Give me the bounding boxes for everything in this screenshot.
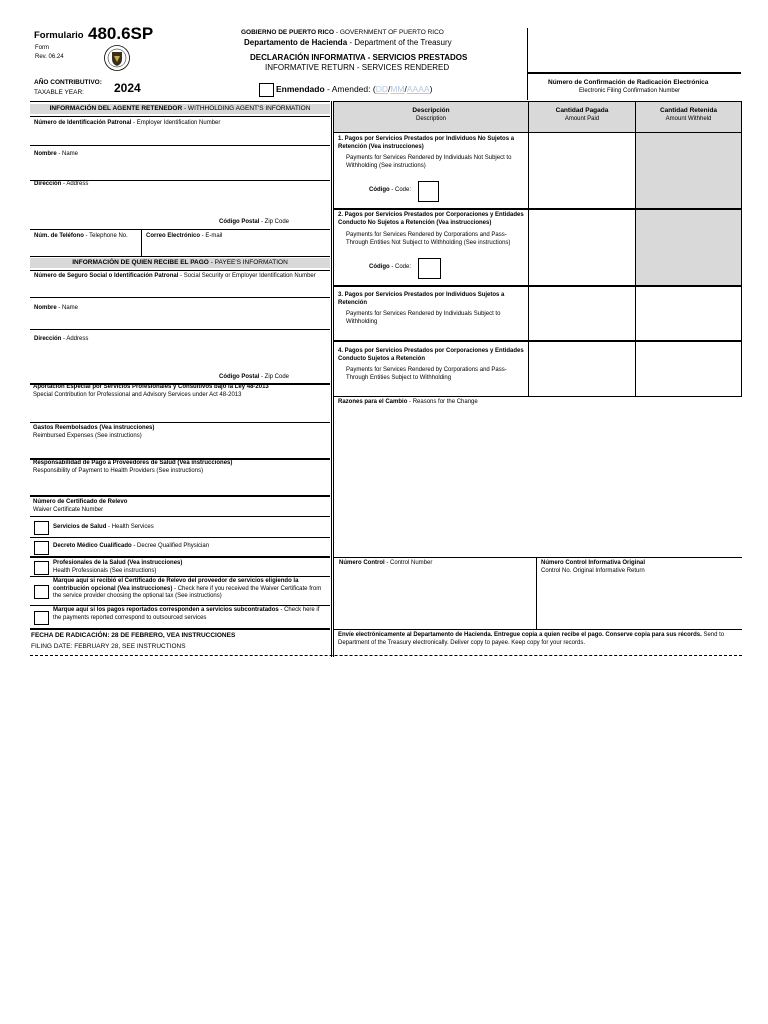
year-label-es: AÑO CONTRIBUTIVO: [34,79,102,86]
qualified-physician-checkbox[interactable] [34,541,49,555]
agent-email-field[interactable] [143,241,328,255]
revision: Rev. 06.24 [35,54,64,60]
row2-label-en: Payments for Services Rendered by Corporations and Pass-Through Entities Not Subject to Withholding (See instructions) [346,232,511,246]
amended-day-field[interactable]: DD [375,84,388,94]
row1-amount-paid-field[interactable] [530,134,633,207]
amount-paid-header-en: Amount Paid [564,116,600,122]
agent-ein-label: Número de Identificación Patronal - Employer Identification Number [34,120,221,126]
agent-section-header: INFORMACIÓN DEL AGENTE RETENEDOR - WITHHOLDING AGENT'S INFORMATION [30,104,330,114]
control-number-label: Número Control - Control Number [339,560,433,566]
form-title-es: DECLARACIÓN INFORMATIVA - SERVICIOS PRESTADOS [250,53,468,62]
amended-month-field[interactable]: MM [390,84,405,94]
special-contribution-field[interactable] [32,401,328,421]
row2-label-es: 2. Pagos por Servicios Prestados por Corporaciones y Entidades Conducto No Sujetos a Retención (Vea instrucciones) [338,212,524,226]
row3-amount-withheld-field[interactable] [637,288,740,339]
row4-label-es: 4. Pagos por Servicios Prestados por Corporaciones y Entidades Conducto Sujetos a Retención [338,348,524,362]
amount-withheld-header-en: Amount Withheld [665,116,712,122]
description-header-es: Descripción [412,107,450,114]
original-control-number-field[interactable] [539,578,739,626]
row2-amount-paid-field[interactable] [530,211,633,284]
health-professionals-label-es: Profesionales de la Salud (Vea instrucciones) [53,560,183,566]
row3-label-es: 3. Pagos por Servicios Prestados por Individuos Sujetos a Retención [338,292,505,306]
amended-checkbox[interactable] [259,83,274,97]
form-label-en: Form [35,45,49,51]
description-header-en: Description [415,116,446,122]
agent-address-label: Dirección - Address [34,181,89,187]
reimbursed-field[interactable] [32,442,328,457]
amended-year-field[interactable]: AAAA [406,84,430,94]
row1-label-en: Payments for Services Rendered by Individuals Not Subject to Withholding (See instructions) [346,155,512,169]
year-label-en: TAXABLE YEAR: [34,89,84,96]
payee-name-field[interactable] [32,313,328,328]
filing-date-es: FECHA DE RADICACIÓN: 28 DE FEBRERO, VEA INSTRUCCIONES [31,632,236,639]
department-title: Departamento de Hacienda - Department of the Treasury [244,38,452,47]
payee-ssn-label: Número de Seguro Social o Identificación Patronal - Social Security or Employer Identification Number [34,273,316,279]
confirmation-label-es: Número de Confirmación de Radicación Electrónica [548,79,709,86]
qualified-physician-label: Decreto Médico Cualificado - Decree Qualified Physician [53,543,210,549]
outsourced-label: Marque aquí si los pagos reportados corresponden a servicios subcontratados - Check here if the payments reported correspond to outsourced services [53,607,320,621]
amount-paid-header-es: Cantidad Pagada [555,107,609,114]
waiver-label-es: Número de Certificado de Relevo [33,499,128,505]
row3-amount-paid-field[interactable] [530,288,633,339]
payee-address-label: Dirección - Address [34,336,89,342]
health-services-label: Servicios de Salud - Health Services [53,524,154,530]
optional-tax-label: Marque aquí si recibió el Certificado de Relevo del proveedor de servicios eligiendo la contribución opcional (Vea instrucciones) - Check here if you received the Waiver Certificate from the service provider choosing the optional tax (See instructions) [53,578,322,599]
payee-zip-label: Código Postal - Zip Code [219,374,290,380]
agent-email-label: Correo Electrónico - E-mail [146,233,223,239]
health-payment-field[interactable] [32,477,328,494]
health-payment-label-en: Responsibility of Payment to Health Providers (See instructions) [33,468,204,474]
payee-address-field[interactable] [32,345,328,373]
row1-label-es: 1. Pagos por Servicios Prestados por Individuos No Sujetos a Retención (Vea instrucciones) [338,136,515,150]
payee-section-header: INFORMACIÓN DE QUIEN RECIBE EL PAGO - PAYEE'S INFORMATION [30,258,330,268]
agent-ein-field[interactable] [32,128,328,145]
optional-tax-checkbox[interactable] [34,585,49,599]
health-payment-label-es: Responsabilidad de Pago a Proveedores de Salud (Vea instrucciones) [33,460,233,466]
row4-amount-paid-field[interactable] [530,343,633,395]
reimbursed-label-en: Reimbursed Expenses (See instructions) [33,433,142,439]
row2-code-label: Código - Code: [369,264,412,270]
row4-amount-withheld-field[interactable] [637,343,740,395]
tax-year: 2024 [114,81,141,95]
row1-code-label: Código - Code: [369,187,412,193]
cut-line [30,655,742,656]
waiver-number-field[interactable] [32,508,328,514]
agent-phone-field[interactable] [32,241,139,255]
agent-name-field[interactable] [32,159,328,179]
confirmation-label-en: Electronic Filing Confirmation Number [579,88,681,94]
agent-phone-label: Núm. de Teléfono - Telephone No. [34,233,128,239]
health-services-checkbox[interactable] [34,521,49,535]
amount-withheld-header-es: Cantidad Retenida [659,107,718,114]
control-number-field[interactable] [336,570,534,626]
form-label: Formulario [34,30,84,41]
amended-label: Enmendado - Amended: (DD/MM/AAAA) [276,84,433,94]
agent-zip-label: Código Postal - Zip Code [219,219,290,225]
treasury-seal-icon [104,44,130,72]
waiver-label-en: Waiver Certificate Number [33,507,104,513]
row4-label-en: Payments for Services Rendered by Corporations and Pass-Through Entities Subject to Withholding [346,367,507,381]
agent-address-field[interactable] [32,190,328,217]
special-contribution-label-es: Aportación Especial por Servicios Profesionales y Consultivos bajo la Ley 48-2013 [33,384,269,390]
payee-ssn-field[interactable] [32,282,328,296]
reasons-label: Razones para el Cambio - Reasons for the Change [338,399,478,405]
original-control-label-es: Número Control Informativa Original [541,560,646,566]
form-title-en: INFORMATIVE RETURN - SERVICES RENDERED [265,63,450,72]
reasons-field[interactable] [336,408,740,556]
agent-name-label: Nombre - Name [34,151,79,157]
special-contribution-label-en: Special Contribution for Professional and Advisory Services under Act 48-2013 [33,392,242,398]
row2-code-field[interactable] [418,258,441,279]
form-number: 480.6SP [88,24,154,43]
health-professionals-label-en: Health Professionals (See instructions) [53,568,157,574]
confirmation-number-field[interactable] [530,30,738,70]
payee-name-label: Nombre - Name [34,305,79,311]
original-control-label-en: Control No. Original Informative Return [541,568,645,574]
health-professionals-checkbox[interactable] [34,561,49,575]
filing-date-en: FILING DATE: FEBRUARY 28, SEE INSTRUCTIONS [31,643,186,650]
row3-label-en: Payments for Services Rendered by Individuals Subject to Withholding [346,311,501,325]
reimbursed-label-es: Gastos Reembolsados (Vea instrucciones) [33,425,155,431]
outsourced-checkbox[interactable] [34,611,49,625]
row1-code-field[interactable] [418,181,439,202]
government-title: GOBIERNO DE PUERTO RICO - GOVERNMENT OF PUERTO RICO [241,29,444,36]
footer-instructions: Envíe electrónicamente al Departamento de Hacienda. Entregue copia a quien recibe el pago. Conserve copia para sus récords. Send to Department of the Treasury electronically. Deliver copy to payee. Keep copy for your records. [338,632,725,646]
